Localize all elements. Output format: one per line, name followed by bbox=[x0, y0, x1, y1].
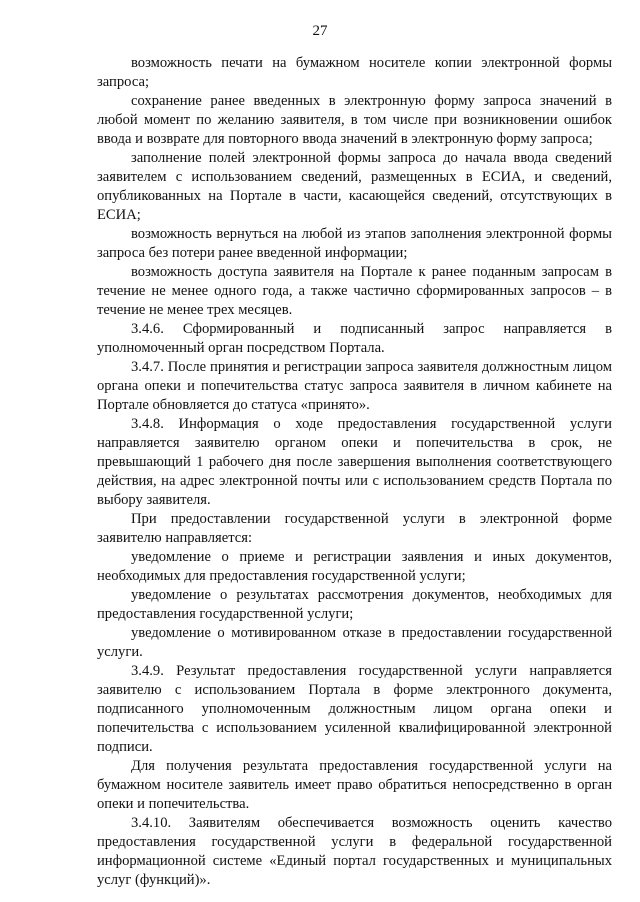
paragraph-3-4-9: 3.4.9. Результат предоставления государственной услуги направляется заявителю с использованием Портала в форме электронного документа, подписанного уполномоченным должностным лицом органа опеки и попечительства с использованием усиленной квалифицированной электронной подписи. bbox=[97, 663, 612, 755]
paragraph-return-step: возможность вернуться на любой из этапов заполнения электронной формы запроса без потери ранее введенной информации; bbox=[97, 226, 612, 261]
paragraph-notice-review: уведомление о результатах рассмотрения документов, необходимых для предоставления государственной услуги; bbox=[97, 587, 612, 622]
paragraph-paper-result: Для получения результата предоставления государственной услуги на бумажном носителе заявитель имеет право обратиться непосредственно в орган опеки и попечительства. bbox=[97, 758, 612, 812]
page-number: 27 bbox=[312, 23, 328, 39]
paragraph-3-4-10: 3.4.10. Заявителям обеспечивается возможность оценить качество предоставления государственной услуги в федеральной государственной информационной системе «Единый портал государственных и муниципальных услуг (функций)». bbox=[97, 815, 612, 888]
paragraph-notice-refusal: уведомление о мотивированном отказе в предоставлении государственной услуги. bbox=[97, 625, 612, 660]
paragraph-notifications-intro: При предоставлении государственной услуги в электронной форме заявителю направляется: bbox=[97, 511, 612, 546]
paragraph-notice-receipt: уведомление о приеме и регистрации заявления и иных документов, необходимых для предоставления государственной услуги; bbox=[97, 549, 612, 584]
paragraph-prefill-esia: заполнение полей электронной формы запроса до начала ввода сведений заявителем с использованием сведений, размещенных в ЕСИА, и сведений, опубликованных на Портале в части, касающейся сведений, отсутствующих в ЕСИА; bbox=[97, 150, 612, 223]
paragraph-access-requests: возможность доступа заявителя на Портале к ранее поданным запросам в течение не менее одного года, а также частично сформированных запросов – в течение не менее трех месяцев. bbox=[97, 264, 612, 318]
paragraph-print-copy: возможность печати на бумажном носителе копии электронной формы запроса; bbox=[97, 55, 612, 90]
paragraph-save-values: сохранение ранее введенных в электронную форму запроса значений в любой момент по желанию заявителя, в том числе при возникновении ошибок ввода и возврате для повторного ввода значений в электронную форму запроса; bbox=[97, 93, 612, 147]
paragraph-3-4-7: 3.4.7. После принятия и регистрации запроса заявителя должностным лицом органа опеки и попечительства статус запроса заявителя в личном кабинете на Портале обновляется до статуса «принято». bbox=[97, 359, 612, 413]
paragraph-3-4-8: 3.4.8. Информация о ходе предоставления государственной услуги направляется заявителю органом опеки и попечительства в срок, не превышающий 1 рабочего дня после завершения выполнения соответствующего действия, на адрес электронной почты или с использованием средств Портала по выбору заявителя. bbox=[97, 416, 612, 508]
document-body bbox=[97, 54, 612, 890]
paragraph-3-4-6: 3.4.6. Сформированный и подписанный запрос направляется в уполномоченный орган посредством Портала. bbox=[97, 321, 612, 356]
